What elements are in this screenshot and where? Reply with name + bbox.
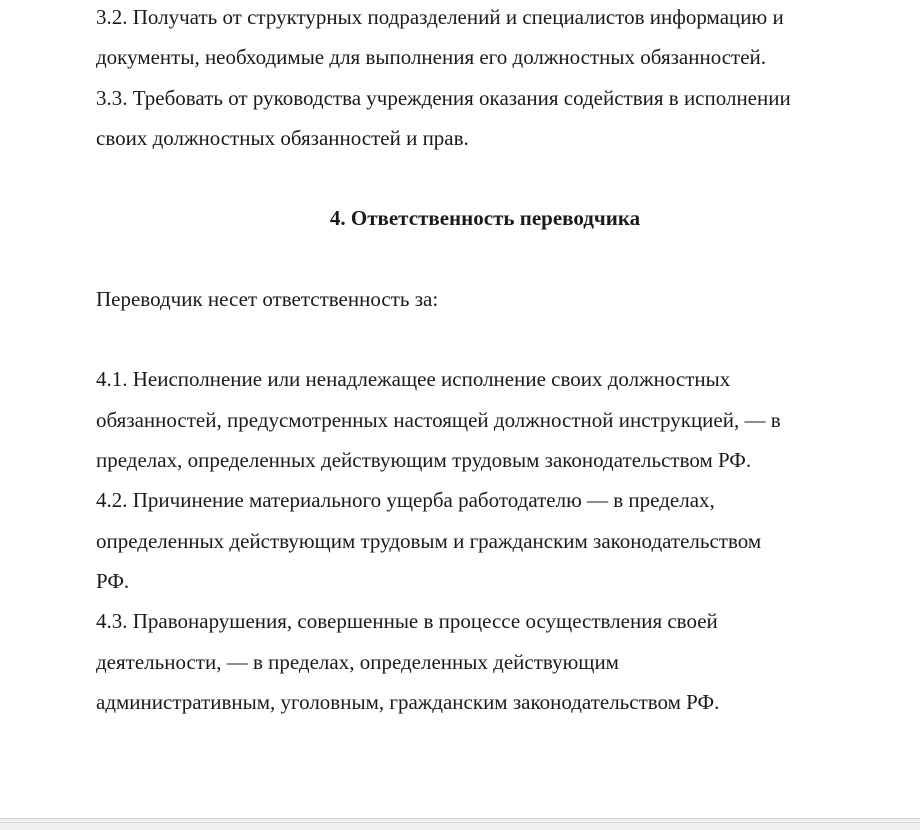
text-line: определенных действующим трудовым и гражданским законодательством — [96, 529, 762, 553]
text-line: своих должностных обязанностей и прав. — [96, 126, 469, 150]
text-line: РФ. — [96, 569, 130, 593]
text-line: пределах, определенных действующим трудовым законодательством РФ. — [96, 448, 752, 472]
text-line: 4.3. Правонарушения, совершенные в процессе осуществления своей — [96, 609, 718, 633]
text-line: обязанностей, предусмотренных настоящей должностной инструкцией, — в — [96, 408, 781, 432]
text-line: административным, уголовным, гражданским законодательством РФ. — [96, 690, 720, 714]
text-line: 3.2. Получать от структурных подразделений и специалистов информацию и — [96, 5, 784, 29]
text-line: деятельности, — в пределах, определенных действующим — [96, 650, 619, 674]
section-heading: 4. Ответственность переводчика — [329, 206, 641, 230]
horizontal-scrollbar[interactable] — [0, 818, 920, 830]
scrollbar-track[interactable] — [0, 822, 920, 823]
intro-paragraph: Переводчик несет ответственность за: — [96, 287, 439, 311]
text-line: документы, необходимые для выполнения его должностных обязанностей. — [96, 45, 767, 69]
text-line: 3.3. Требовать от руководства учреждения оказания содействия в исполнении — [96, 86, 791, 110]
text-line: 4.2. Причинение материального ущерба работодателю — в пределах, — [96, 488, 715, 512]
text-line: 4.1. Неисполнение или ненадлежащее исполнение своих должностных — [96, 367, 731, 391]
